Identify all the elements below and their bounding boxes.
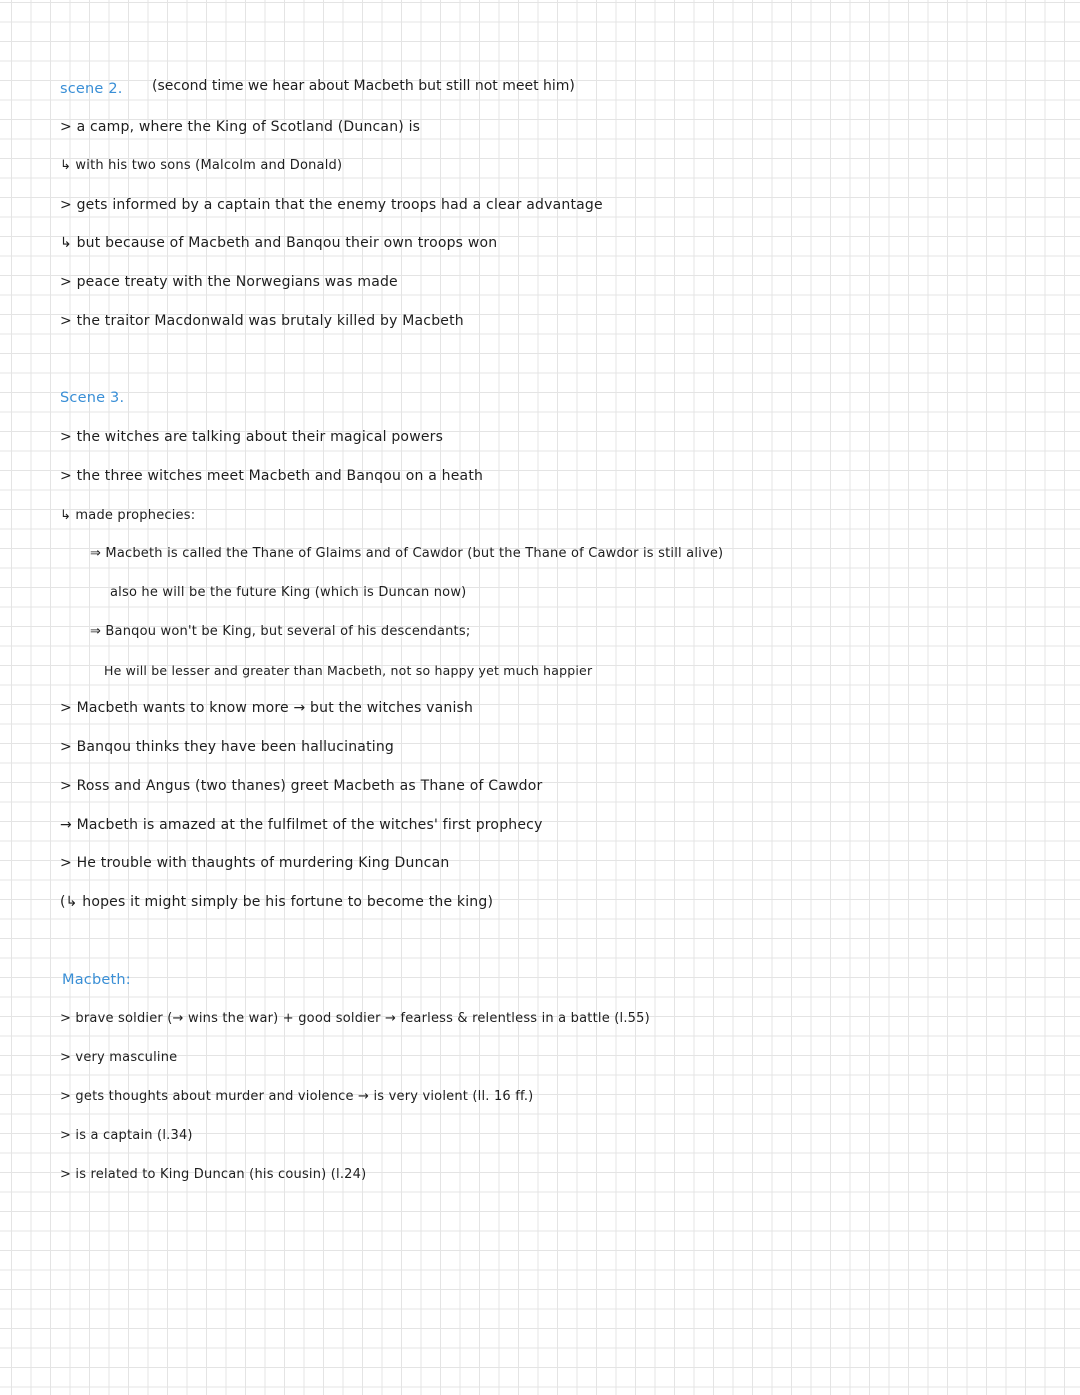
prophecy-line: He will be lesser and greater than Macbeth, not so happy yet much happier: [104, 663, 593, 678]
scene-2-line: ↳ but because of Macbeth and Banqou their own troops won: [60, 235, 498, 251]
macbeth-trait-line: > is related to King Duncan (his cousin) (l.24): [60, 1167, 367, 1182]
scene-2-line: > a camp, where the King of Scotland (Duncan) is: [60, 119, 421, 135]
macbeth-trait-line: > gets thoughts about murder and violence → is very violent (ll. 16 ff.): [60, 1089, 534, 1104]
macbeth-trait-line: > very masculine: [60, 1050, 178, 1065]
macbeth-heading: Macbeth:: [62, 972, 131, 988]
macbeth-trait-line: > is a captain (l.34): [60, 1128, 193, 1143]
prophecy-line: also he will be the future King (which is Duncan now): [110, 585, 467, 600]
scene-3-line: (↳ hopes it might simply be his fortune to become the king): [60, 894, 494, 910]
scene-2-line: > gets informed by a captain that the enemy troops had a clear advantage: [60, 197, 603, 213]
scene-3-line: > He trouble with thaughts of murdering King Duncan: [60, 855, 450, 871]
prophecy-line: ⇒ Macbeth is called the Thane of Glaims and of Cawdor (but the Thane of Cawdor is still alive): [90, 546, 724, 561]
scene-3-heading: Scene 3.: [60, 390, 125, 406]
scene-3-line: > the three witches meet Macbeth and Banqou on a heath: [60, 468, 484, 484]
scene-2-line: > peace treaty with the Norwegians was made: [60, 274, 398, 290]
macbeth-trait-line: > brave soldier (→ wins the war) + good soldier → fearless & relentless in a battle (l.55): [60, 1011, 650, 1026]
scene-2-note: (second time we hear about Macbeth but still not meet him): [152, 78, 575, 94]
scene-3-line: → Macbeth is amazed at the fulfilmet of the witches' first prophecy: [60, 817, 543, 833]
scene-2-line: > the traitor Macdonwald was brutaly killed by Macbeth: [60, 313, 464, 329]
scene-3-line: ↳ made prophecies:: [60, 508, 196, 523]
scene-2-heading: scene 2.: [60, 81, 123, 97]
scene-3-line: > Ross and Angus (two thanes) greet Macbeth as Thane of Cawdor: [60, 778, 543, 794]
scene-2-line: ↳ with his two sons (Malcolm and Donald): [60, 158, 343, 173]
scene-3-line: > Macbeth wants to know more → but the witches vanish: [60, 700, 474, 716]
prophecy-line: ⇒ Banqou won't be King, but several of his descendants;: [90, 624, 471, 639]
scene-3-line: > the witches are talking about their magical powers: [60, 429, 444, 445]
scene-3-line: > Banqou thinks they have been hallucinating: [60, 739, 395, 755]
